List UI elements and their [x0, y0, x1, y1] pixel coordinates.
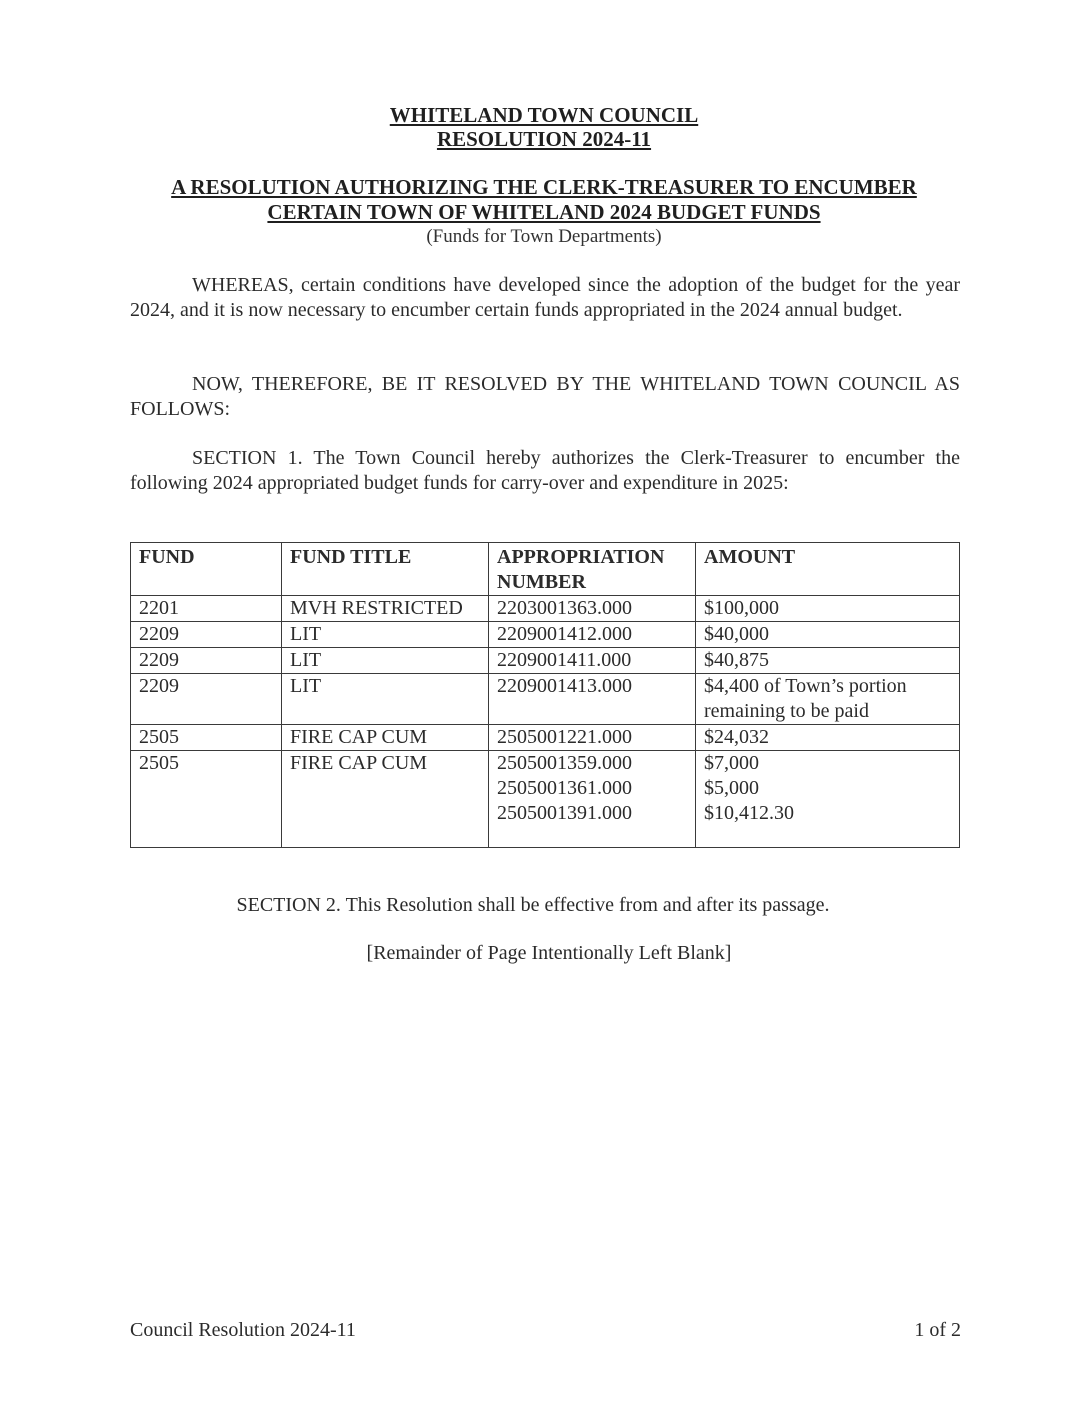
cell-amount: $40,875: [696, 648, 960, 674]
resolution-title-line-1: A RESOLUTION AUTHORIZING THE CLERK-TREASURER TO ENCUMBER: [171, 175, 917, 199]
resolution-title-line-2: CERTAIN TOWN OF WHITELAND 2024 BUDGET FUNDS: [267, 200, 821, 224]
cell-amount: $24,032: [696, 725, 960, 751]
cell-amount: $40,000: [696, 622, 960, 648]
table-row: [131, 596, 960, 622]
amount-line: remaining to be paid: [704, 700, 869, 722]
appropriation-line: 2505001361.000: [497, 777, 632, 799]
cell-fund: 2505: [131, 751, 282, 848]
header-fund-title: FUND TITLE: [282, 543, 489, 596]
cell-fund: 2201: [131, 596, 282, 622]
header-fund: FUND: [131, 543, 282, 596]
cell-fund: 2209: [131, 648, 282, 674]
cell-amount: [696, 751, 960, 848]
cell-appropriation: 2209001412.000: [489, 622, 696, 648]
table-row: [131, 751, 960, 848]
header-appropriation-line-2: NUMBER: [497, 571, 586, 593]
appropriation-line: 2505001359.000: [497, 752, 632, 774]
cell-appropriation: [489, 751, 696, 848]
amount-line: $10,412.30: [704, 802, 794, 824]
cell-fund-title: FIRE CAP CUM: [282, 725, 489, 751]
now-therefore-paragraph: NOW, THEREFORE, BE IT RESOLVED BY THE WHITELAND TOWN COUNCIL AS FOLLOWS:: [130, 373, 960, 420]
table-header-row: [131, 543, 960, 596]
cell-fund-title: FIRE CAP CUM: [282, 751, 489, 848]
header-amount: AMOUNT: [696, 543, 960, 596]
header-appropriation-line-1: APPROPRIATION: [497, 546, 665, 568]
section-1-paragraph: SECTION 1. The Town Council hereby authorizes the Clerk-Treasurer to encumber the following 2024 appropriated budget funds for carry-over and expenditure in 2025:: [130, 447, 960, 494]
cell-fund-title: LIT: [282, 674, 489, 725]
footer-page-number: 1 of 2: [914, 1319, 961, 1341]
encumbered-funds-table: [130, 542, 960, 848]
cell-fund-title: MVH RESTRICTED: [282, 596, 489, 622]
cell-fund-title: LIT: [282, 622, 489, 648]
table-row: [131, 648, 960, 674]
cell-appropriation: 2209001411.000: [489, 648, 696, 674]
table-row: [131, 674, 960, 725]
cell-fund: 2209: [131, 674, 282, 725]
cell-appropriation: 2203001363.000: [489, 596, 696, 622]
resolution-number-heading: RESOLUTION 2024-11: [436, 127, 652, 151]
amount-line: $4,400 of Town’s portion: [704, 675, 907, 697]
cell-fund: 2505: [131, 725, 282, 751]
header-appropriation-number: [489, 543, 696, 596]
council-heading: WHITELAND TOWN COUNCIL: [389, 103, 699, 127]
amount-line: $5,000: [704, 777, 759, 799]
cell-fund: 2209: [131, 622, 282, 648]
appropriation-line: 2505001391.000: [497, 802, 632, 824]
remainder-blank-note: [Remainder of Page Intentionally Left Blank]: [366, 942, 732, 964]
cell-appropriation: 2209001413.000: [489, 674, 696, 725]
amount-line: $7,000: [704, 752, 759, 774]
table-row: [131, 622, 960, 648]
cell-appropriation: 2505001221.000: [489, 725, 696, 751]
whereas-paragraph: WHEREAS, certain conditions have developed since the adoption of the budget for the year 2024, and it is now necessary to encumber certain funds appropriated in the 2024 annual budget.: [130, 274, 960, 321]
resolution-subtitle: (Funds for Town Departments): [426, 226, 662, 247]
cell-amount: [696, 674, 960, 725]
cell-fund-title: LIT: [282, 648, 489, 674]
cell-amount: $100,000: [696, 596, 960, 622]
section-2-paragraph: SECTION 2. This Resolution shall be effective from and after its passage.: [236, 894, 830, 916]
table-row: [131, 725, 960, 751]
footer-document-name: Council Resolution 2024-11: [130, 1319, 356, 1341]
